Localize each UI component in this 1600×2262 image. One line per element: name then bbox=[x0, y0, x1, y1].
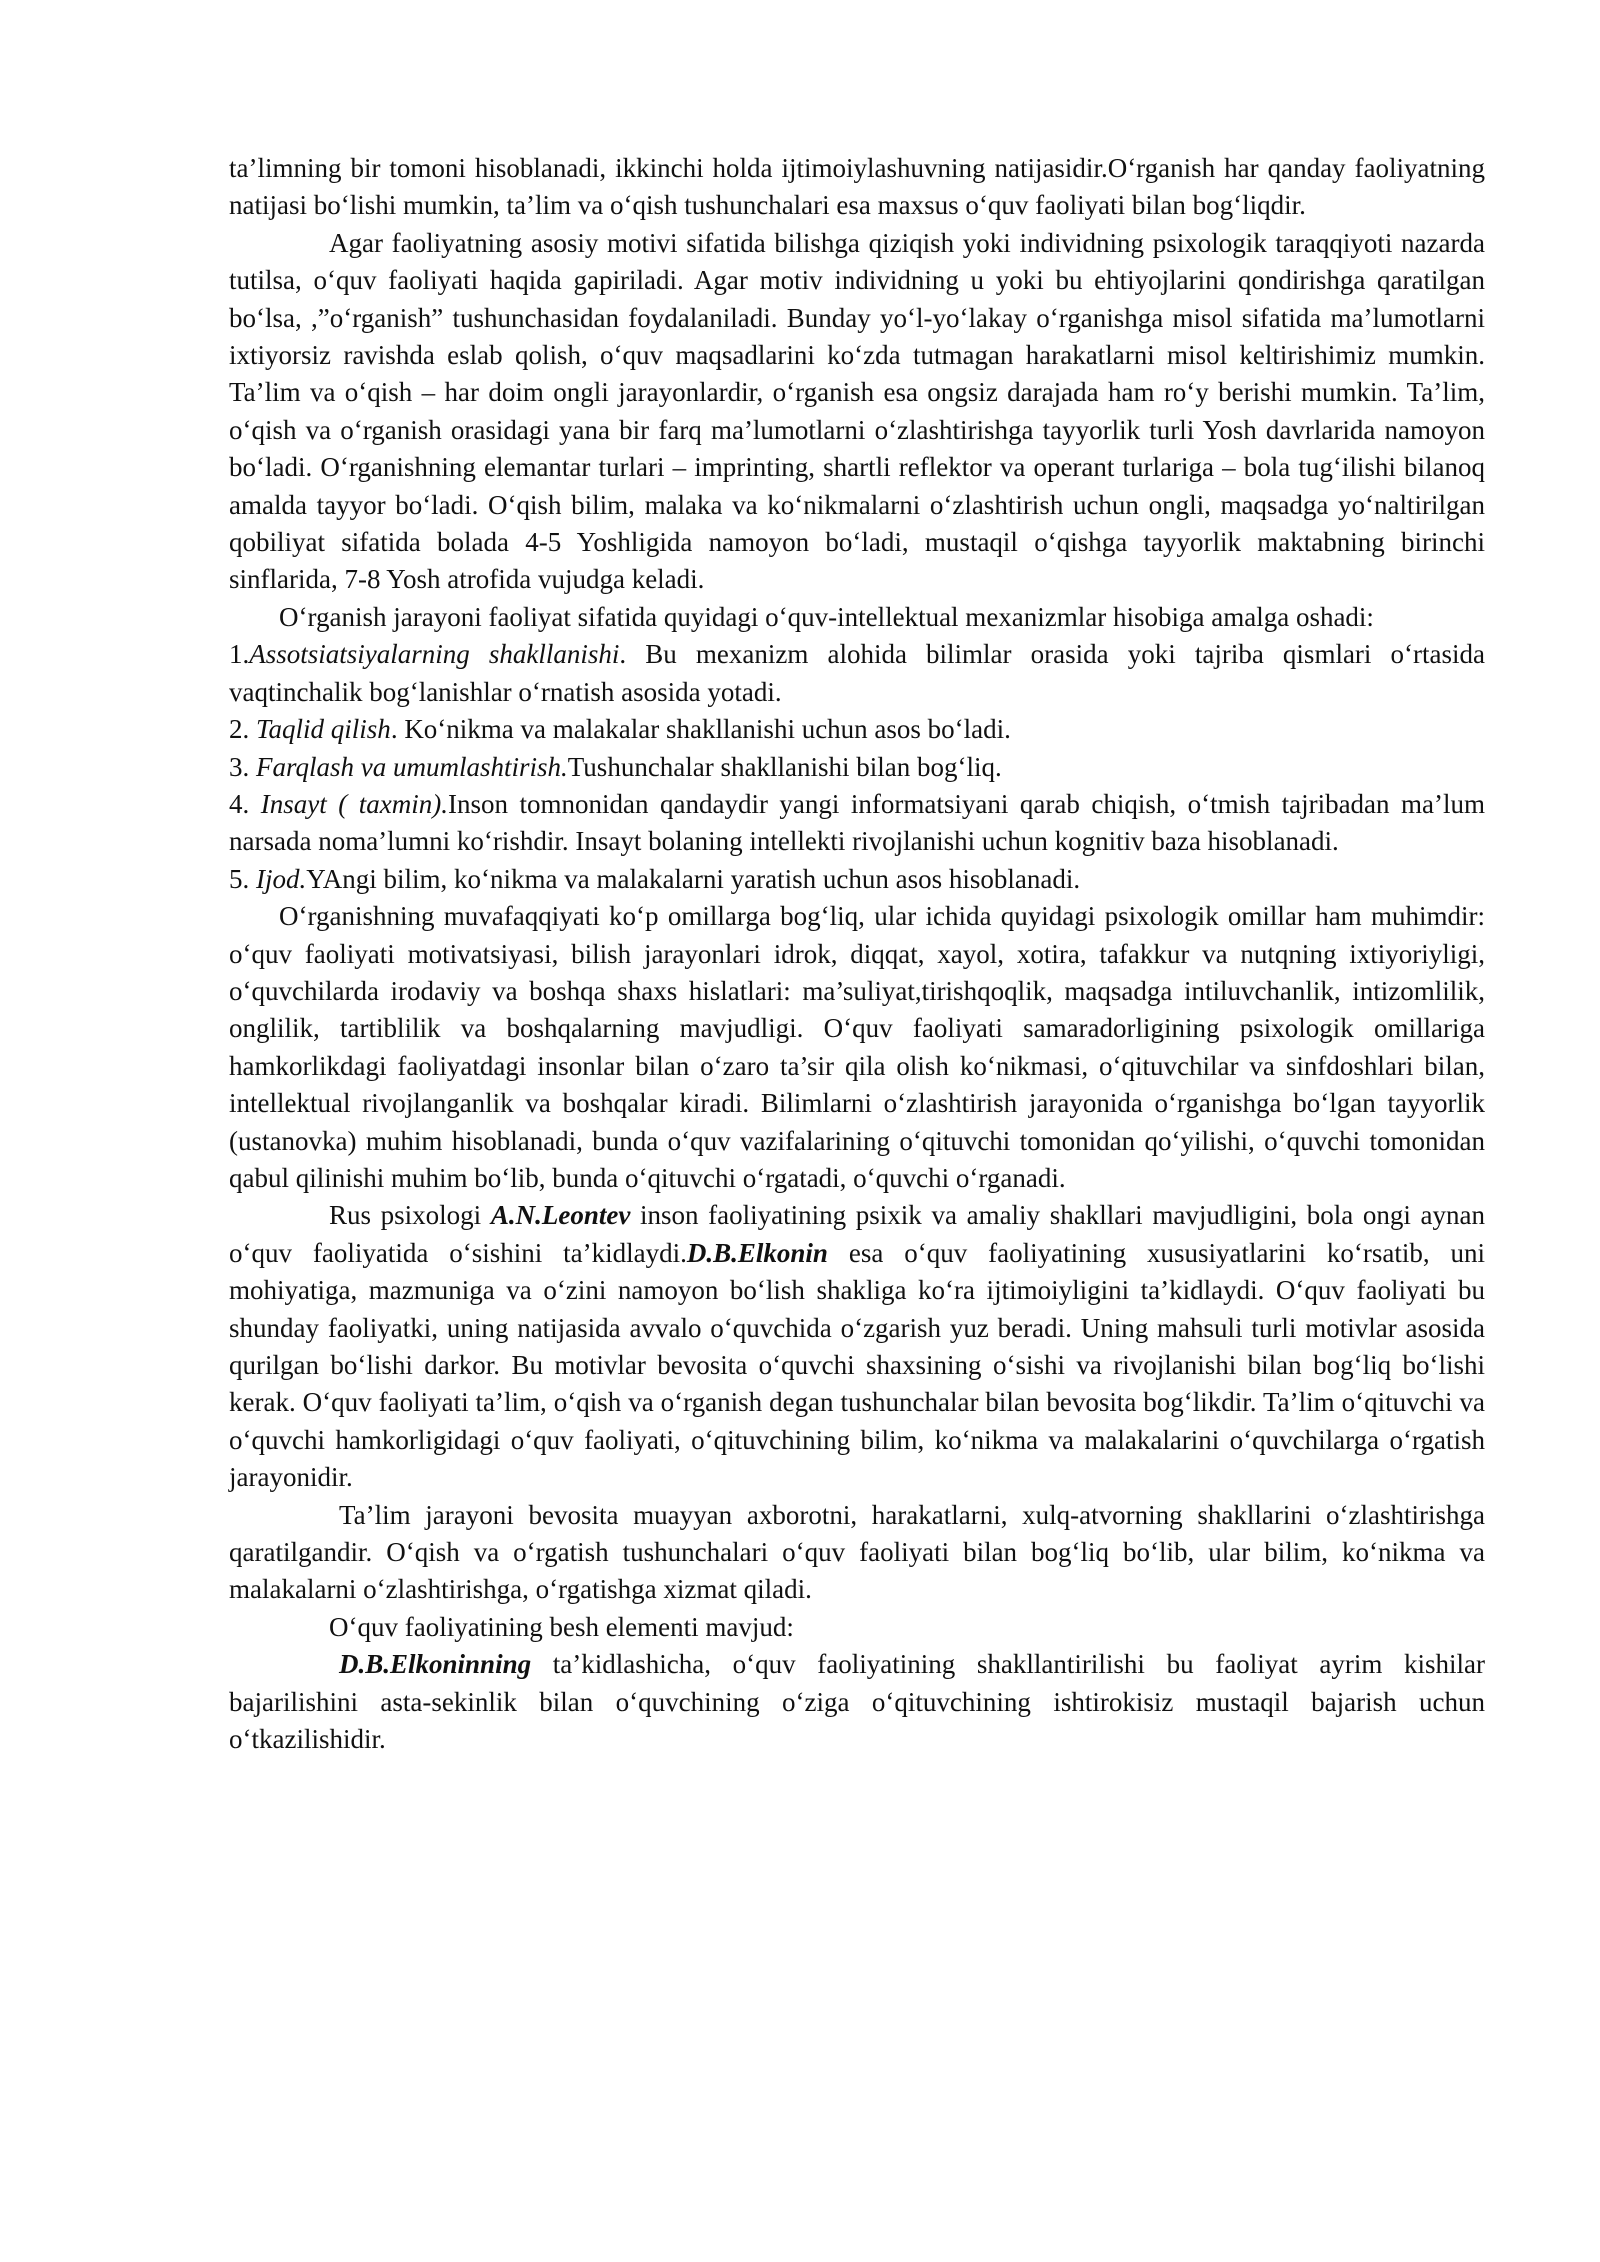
list-text: . Ko‘nikma va malakalar shakllanishi uchun asos bo‘ladi. bbox=[390, 714, 1011, 745]
author-name: A.N.Leontev bbox=[490, 1200, 631, 1231]
paragraph-2: Agar faoliyatning asosiy motivi sifatida bilishga qiziqish yoki individning psixologik taraqqiyoti nazarda tutilsa, o‘quv faoliyati haqida gapiriladi. Agar motiv individning u yoki bu ehtiyojlarini qondirishga qaratilgan bo‘lsa, ,”o‘rganish” tushunchasidan foydalaniladi. Bunday yo‘l-yo‘lakay o‘rganishga misol sifatida ma’lumotlarni ixtiyorsiz ravishda eslab qolish, o‘quv maqsadlarini ko‘zda tutmagan harakatlarni misol keltirishimiz mumkin. Ta’lim va o‘qish – har doim ongli jarayonlardir, o‘rganish esa ongsiz darajada ham ro‘y berishi mumkin. Ta’lim, o‘qish va o‘rganish orasidagi yana bir farq ma’lumotlarni o‘zlashtirishga tayyorlik turli Yosh davrlarida namoyon bo‘ladi. O‘rganishning elemantar turlari – imprinting, shartli reflektor va operant turlariga – bola tug‘ilishi bilanoq amalda tayyor bo‘ladi. O‘qish bilim, malaka va ko‘nikmalarni o‘zlashtirish uchun ongli, maqsadga yo‘naltirilgan qobiliyat sifatida bolada 4-5 Yoshligida namoyon bo‘ladi, mustaqil o‘qishga tayyorlik maktabning birinchi sinflarida, 7-8 Yosh atrofida vujudga keladi. bbox=[229, 227, 1485, 595]
paragraph-1: ta’limning bir tomoni hisoblanadi, ikkinchi holda ijtimoiylashuvning natijasidir.O‘rganish har qanday faoliyatning natijasi bo‘lishi mumkin, ta’lim va o‘qish tushunchalari esa maxsus o‘quv faoliyati bilan bog‘liqdir. bbox=[229, 153, 1485, 221]
list-number: 3. bbox=[229, 751, 256, 782]
list-number: 1. bbox=[229, 639, 250, 670]
list-item-1 bbox=[229, 636, 1485, 711]
author-name: D.B.Elkonin bbox=[686, 1237, 828, 1268]
paragraph-7: O‘quv faoliyatining besh elementi mavjud: bbox=[329, 1611, 794, 1642]
list-item-4 bbox=[229, 786, 1485, 861]
list-item-2 bbox=[229, 711, 1485, 748]
list-number: 5. bbox=[229, 863, 256, 894]
list-text: Tushunchalar shakllanishi bilan bog‘liq. bbox=[567, 751, 1002, 782]
document-page bbox=[229, 150, 1485, 1758]
list-term: Insayt ( taxmin). bbox=[260, 788, 448, 819]
paragraph-8 bbox=[229, 1646, 1485, 1758]
list-term: Assotsiatsiyalarning shakllanishi bbox=[249, 639, 620, 670]
paragraph-text: inson faoliyatining psixik va amaliy shakllari mavjudligini, bola ongi aynan o‘quv faoliyatida o‘sishini ta’kidlaydi. bbox=[229, 1200, 1485, 1268]
list-text: Inson tomnonidan qandaydir yangi informatsiyani qarab chiqish, o‘tmish tajribadan ma’lum narsada noma’lumni ko‘rishdir. Insayt bolaning intellekti rivojlanishi uchun kognitiv baza hisoblanadi. bbox=[229, 788, 1486, 857]
paragraph-text: esa o‘quv faoliyatining xususiyatlarini ko‘rsatib, uni mohiyatiga, mazmuniga va o‘zini namoyon bo‘lish shakliga ko‘ra ijtimoiyligini ta’kidlaydi. O‘quv faoliyati bu shunday faoliyatki, uning natijasida avvalo o‘quvchida o‘zgarish yuz beradi. Uning mahsuli turli motivlar asosida qurilgan bo‘lishi darkor. Bu motivlar bevosita o‘quvchi shaxsining o‘sishi va rivojlanishi bilan bog‘liq bo‘lishi kerak. O‘quv faoliyati ta’lim, o‘qish va o‘rganish degan tushunchalar bilan bevosita bog‘likdir. Ta’lim o‘qituvchi va o‘quvchi hamkorligidagi o‘quv faoliyati, o‘qituvchining bilim, ko‘nikma va malakalarini o‘quvchilarga o‘rgatish jarayonidir. bbox=[229, 1237, 1485, 1493]
paragraph-text: ta’kidlashicha, o‘quv faoliyatining shakllantirilishi bu faoliyat ayrim kishilar bajarilishini asta-sekinlik bilan o‘quvchining o‘ziga o‘qituvchining ishtirokisiz mustaqil bajarish uchun o‘tkazilishidir. bbox=[229, 1649, 1485, 1755]
list-term: Ijod. bbox=[256, 863, 307, 894]
paragraph-4: O‘rganishning muvafaqqiyati ko‘p omillarga bog‘liq, ular ichida quyidagi psixologik omillar ham muhimdir: o‘quv faoliyati motivatsiyasi, bilish jarayonlari idrok, diqqat, xayol, xotira, tafakkur va nutqning ixtiyoriyligi, o‘quvchilarda irodaviy va boshqa shaxs hislatlari: ma’suliyat,tirishqoqlik, maqsadga intiluvchanlik, intizomlilik, onglilik, tartiblilik va boshqalarning mavjudligi. O‘quv faoliyati samaradorligining psixologik omillariga hamkorlikdagi faoliyatdagi insonlar bilan o‘zaro ta’sir qila olish ko‘nikmasi, o‘qituvchilar va sinfdoshlari bilan, intellektual rivojlanganlik va boshqalar kiradi. Bilimlarni o‘zlashtirish jarayonida o‘rganishga bo‘lgan tayyorlik (ustanovka) muhim hisoblanadi, bunda o‘quv vazifalarining o‘qituvchi tomonidan qo‘yilishi, o‘quvchi tomonidan qabul qilinishi muhim bo‘lib, bunda o‘qituvchi o‘rgatadi, o‘quvchi o‘rganadi. bbox=[229, 901, 1485, 1193]
paragraph-3: O‘rganish jarayoni faoliyat sifatida quyidagi o‘quv-intellektual mexanizmlar hisobiga amalga oshadi: bbox=[279, 601, 1374, 632]
author-name: D.B.Elkoninning bbox=[339, 1649, 532, 1680]
paragraph-6: Ta’lim jarayoni bevosita muayyan axborotni, harakatlarni, xulq-atvorning shakllarini o‘zlashtirishga qaratilgandir. O‘qish va o‘rgatish tushunchalari o‘quv faoliyati bilan bog‘liq bo‘lib, ular bilim, ko‘nikma va malakalarni o‘zlashtirishga, o‘rgatishga xizmat qiladi. bbox=[229, 1499, 1485, 1605]
list-item-3 bbox=[229, 749, 1485, 786]
list-term: Farqlash va umumlashtirish. bbox=[256, 751, 568, 782]
list-item-5 bbox=[229, 861, 1485, 898]
list-text: . Bu mexanizm alohida bilimlar orasida yoki tajriba qismlari o‘rtasida vaqtinchalik bog‘lanishlar o‘rnatish asosida yotadi. bbox=[229, 639, 1485, 707]
paragraph-5 bbox=[229, 1197, 1485, 1496]
list-text: YAngi bilim, ko‘nikma va malakalarni yaratish uchun asos hisoblanadi. bbox=[306, 863, 1081, 894]
list-term: Taqlid qilish bbox=[256, 714, 391, 745]
list-number: 2. bbox=[229, 714, 256, 745]
paragraph-text: Rus psixologi bbox=[329, 1200, 491, 1231]
list-number: 4. bbox=[229, 788, 261, 819]
